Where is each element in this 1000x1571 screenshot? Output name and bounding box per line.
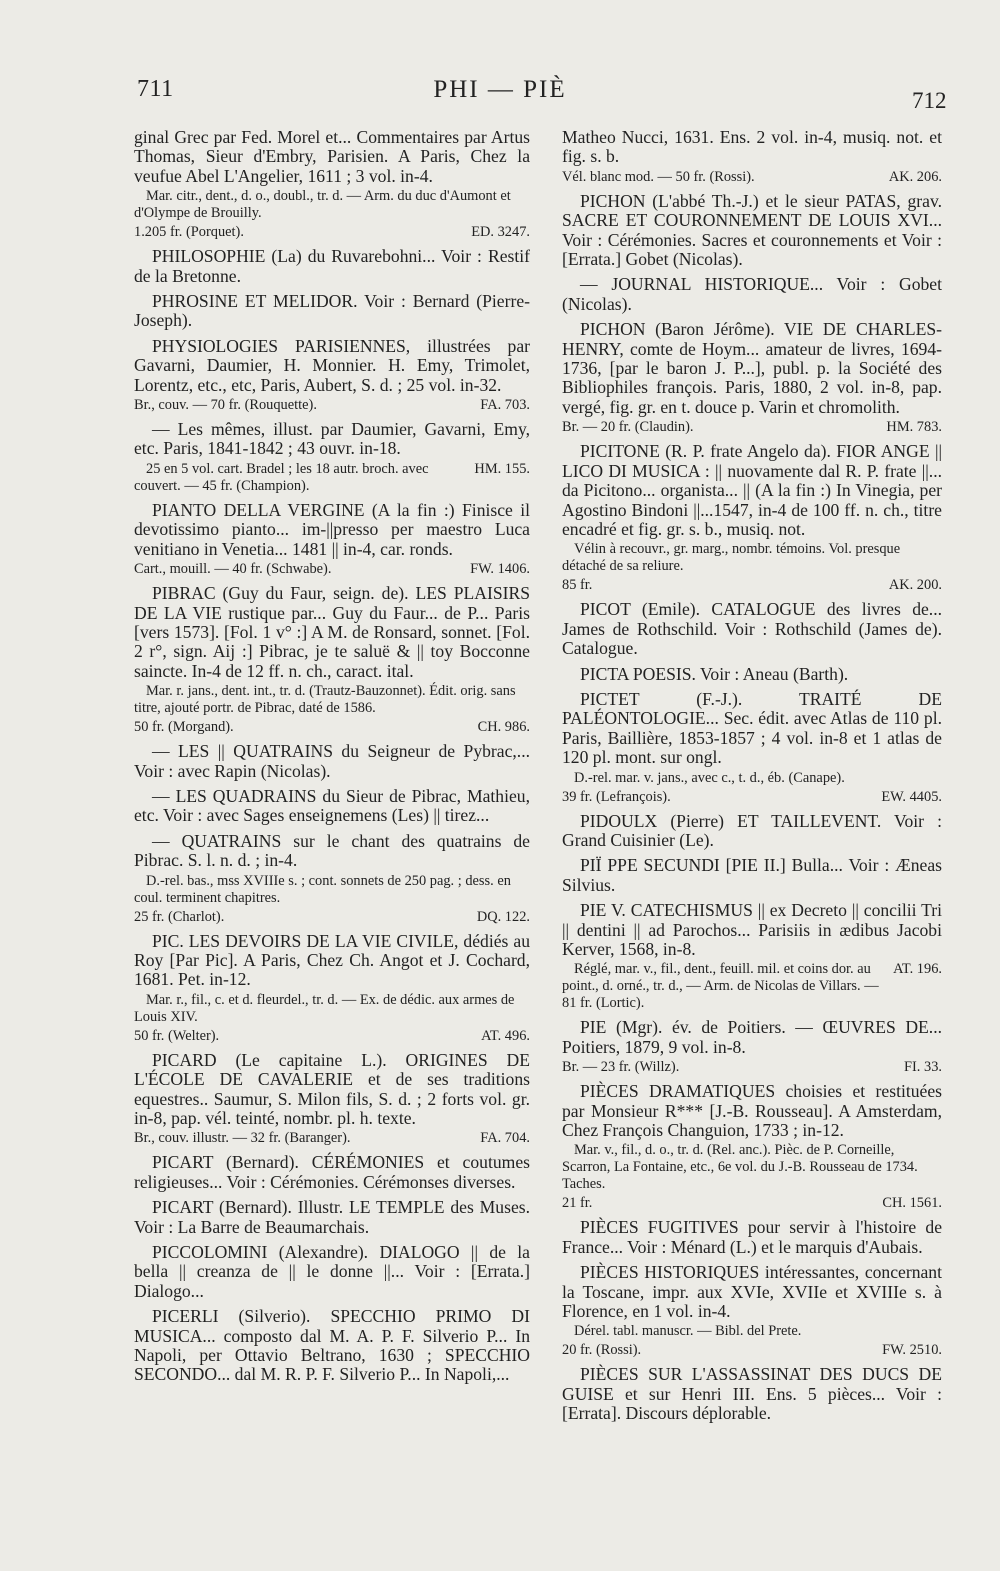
catalog-entry [562, 665, 942, 684]
entry-text: — Les mêmes, illust. par Daumier, Gavarni, Emy, etc. Paris, 1841-1842 ; 43 ouvr. in-18. [134, 419, 530, 459]
entry-text: — JOURNAL HISTORIQUE... Voir : Gobet (Nicolas). [562, 274, 942, 314]
right-column [562, 128, 942, 1430]
catalog-entry [134, 292, 530, 331]
entry-text: PICCOLOMINI (Alexandre). DIALOGO || de la bella || creanza de || le donne ||... Voir : [Errata.] Dialogo... [134, 1242, 530, 1301]
catalog-entry [134, 584, 530, 736]
sale-reference: AK. 200. [888, 577, 942, 594]
binding-note: Mar. r., fil., c. et d. fleurdel., tr. d. — Ex. de dédic. aux armes de Louis XIV. [134, 991, 515, 1025]
catalog-entry [562, 442, 942, 594]
catalog-entry [562, 1218, 942, 1257]
page-header [0, 76, 1000, 116]
sale-reference: FW. 1406. [470, 561, 530, 578]
entry-text: PIÈCES FUGITIVES pour servir à l'histoire de France... Voir : Ménard (L.) et le marquis d'Aubais. [562, 1217, 942, 1257]
entry-text: PIE (Mgr). év. de Poitiers. — ŒUVRES DE... Poitiers, 1879, 9 vol. in-8. [562, 1017, 942, 1057]
price-text: Br., couv. — 70 fr. (Rouquette). [134, 397, 317, 414]
catalog-entry [562, 1018, 942, 1076]
binding-note-text: Réglé, mar. v., fil., dent., feuill. mil. et coins dor. au point., d. orné., tr. d., — Arm. de Nicolas de Villars. — 81 fr. (Lortic). [562, 961, 879, 1012]
price-text: 39 fr. (Lefrançois). [562, 788, 671, 805]
price-line [562, 1342, 942, 1359]
price-line [134, 561, 530, 578]
entry-text: PHYSIOLOGIES PARISIENNES, illustrées par Gavarni, Daumier, H. Monnier. H. Emy, Trimolet, Lorentz, etc., etc, Paris, Aubert, S. d. ; 25 vol. in-32. [134, 335, 530, 395]
entry-text: PICHON (Baron Jérôme). VIE DE CHARLES-HENRY, comte de Hoym... amateur de livres, 1694-1736, [par le baron J. P...], publ. p. la Société des Bibliophiles françois. Paris, 1880, 2 vol. in-8, pap. vergé, fig. gr. en t. douce p. Varin et chromolith. [562, 319, 942, 417]
entry-text: PICOT (Emile). CATALOGUE des livres de... James de Rothschild. Voir : Rothschild (James de). Catalogue. [562, 599, 942, 659]
running-title: PHI — PIÈ [433, 76, 567, 103]
catalog-entry [134, 337, 530, 414]
price-line [134, 224, 530, 241]
left-page-number: 711 [137, 76, 174, 102]
entry-text: ginal Grec par Fed. Morel et... Commentaires par Artus Thomas, Sieur d'Embry, Parisien. A Paris, Chez la veufue Abel L'Angelier, 1611 ; 3 vol. in-4. [134, 127, 530, 186]
catalog-entry [562, 1263, 942, 1359]
sale-reference: FA. 704. [480, 1130, 530, 1147]
sale-reference: DQ. 122. [476, 908, 530, 925]
price-text: Br. — 23 fr. (Willz). [562, 1059, 680, 1076]
price-text: 50 fr. (Morgand). [134, 719, 234, 736]
entry-text: PICERLI (Silverio). SPECCHIO PRIMO DI MUSICA... composto dal M. A. P. F. Silverio P... In Napoli, per Ottavio Beltrano, 1630 ; SPECCHIO SECONDO... dal M. R. P. F. Silverio P... In Napoli,... [134, 1306, 530, 1385]
sale-reference: AT. 196. [893, 961, 942, 978]
price-line [562, 169, 942, 186]
sale-reference: HM. 783. [886, 419, 942, 436]
binding-note-text: 25 en 5 vol. cart. Bradel ; les 18 autr. broch. avec couvert. — 45 fr. (Champion). [134, 460, 429, 494]
price-line [134, 397, 530, 414]
price-line [134, 719, 530, 736]
price-line [134, 909, 530, 926]
entry-text: PIÈCES DRAMATIQUES choisies et restituées par Monsieur R*** [J.-B. Rousseau]. A Amsterdam, Chez François Changuion, 1733 ; in-12. [562, 1081, 942, 1141]
entry-text: PICITONE (R. P. frate Angelo da). FIOR ANGE || LICO DI MUSICA : || nuovamente dal R. P. frate ||... da Picitono... organista... || (A la fin :) In Vinegia, per Agostino Bindoni ||...1547, in-4 de 100 ff. n. ch., titre encadré et fig. gr. s. b., musiq. not. [562, 441, 942, 539]
price-text: 1.205 fr. (Porquet). [134, 224, 244, 241]
catalog-entry [562, 1365, 942, 1423]
catalog-entry [134, 1051, 530, 1148]
right-page-number: 712 [912, 88, 947, 113]
catalog-entry [134, 1243, 530, 1301]
catalog-entry [562, 901, 942, 1012]
entry-text: PIANTO DELLA VERGINE (A la fin :) Finisce il devotissimo pianto... im-||presso per maestro Luca venitiano in Venetia... 1481 || in-4, car. ronds. [134, 499, 530, 559]
sale-reference: FI. 33. [904, 1059, 942, 1076]
catalog-entry [134, 742, 530, 781]
catalog-entry [562, 690, 942, 806]
price-line [562, 1059, 942, 1076]
entry-text: PIÈCES SUR L'ASSASSINAT DES DUCS DE GUISE et sur Henri III. Ens. 5 pièces... Voir : [Errata]. Discours déplorable. [562, 1364, 942, 1424]
binding-note: D.-rel. bas., mss XVIIIe s. ; cont. sonnets de 250 pag. ; dess. en coul. terminent chapitres. [134, 872, 511, 906]
entry-text: PIÈCES HISTORIQUES intéressantes, concernant la Toscane, impr. aux XVIe, XVIIe et XVIIIe s. à Florence, en 1 vol. in-4. [562, 1262, 942, 1322]
price-line [134, 1130, 530, 1147]
binding-note: Mar. r. jans., dent. int., tr. d. (Trautz-Bauzonnet). Édit. orig. sans titre, ajouté portr. de Pibrac, daté de 1586. [134, 683, 516, 717]
catalog-entry [134, 128, 530, 241]
binding-note: Dérel. tabl. manuscr. — Bibl. del Prete. [574, 1323, 802, 1340]
catalog-entry [562, 320, 942, 436]
catalog-entry [134, 832, 530, 926]
sale-reference: AT. 496. [481, 1027, 530, 1044]
sale-reference: FW. 2510. [882, 1342, 942, 1359]
catalog-entry [134, 247, 530, 286]
price-text: 85 fr. [562, 577, 593, 594]
entry-text: PIDOULX (Pierre) ET TAILLEVENT. Voir : Grand Cuisinier (Le). [562, 810, 942, 850]
catalog-entry [562, 128, 942, 186]
entry-text: PICART (Bernard). CÉRÉMONIES et coutumes religieuses... Voir : Cérémonies. Cérémonses diverses. [134, 1152, 530, 1192]
entry-text: PICHON (L'abbé Th.-J.) et le sieur PATAS, grav. SACRE ET COURONNEMENT DE LOUIS XVI... Voir : Cérémonies. Sacres et couronnements et Voir : [Errata.] Gobet (Nicolas). [562, 190, 942, 270]
catalog-entry [134, 420, 530, 495]
sale-reference: AK. 206. [888, 168, 942, 185]
catalog-entry [134, 501, 530, 578]
price-line [562, 419, 942, 436]
price-text: 20 fr. (Rossi). [562, 1342, 642, 1359]
entry-text: — LES || QUATRAINS du Seigneur de Pybrac,... Voir : avec Rapin (Nicolas). [134, 741, 530, 781]
sale-reference: EW. 4405. [881, 788, 942, 805]
entry-text: PHILOSOPHIE (La) du Ruvarebohni... Voir : Restif de la Bretonne. [134, 246, 530, 286]
sale-reference: CH. 1561. [882, 1195, 942, 1212]
catalog-entry [134, 1307, 530, 1385]
price-line [562, 789, 942, 806]
entry-text: PIE V. CATECHISMUS || ex Decreto || concilii Tri || dentini || ad Parochos... Parisiis in ædibus Jacobi Kerver, 1568, in-8. [562, 900, 942, 959]
entry-text: Matheo Nucci, 1631. Ens. 2 vol. in-4, musiq. not. et fig. s. b. [562, 127, 942, 167]
catalog-entry [134, 1198, 530, 1237]
left-column [134, 128, 530, 1391]
sale-reference: HM. 155. [474, 460, 530, 477]
entry-text: PICTA POESIS. Voir : Aneau (Barth). [580, 663, 849, 684]
price-text: Br., couv. illustr. — 32 fr. (Baranger). [134, 1130, 351, 1147]
price-text: 50 fr. (Welter). [134, 1027, 220, 1044]
entry-text: PICTET (F.-J.). TRAITÉ DE PALÉONTOLOGIE... Sec. édit. avec Atlas de 110 pl. Paris, Baillière, 1853-1857 ; 4 vol. in-8 et 1 atlas de 120 pl. mont. sur ongl. [562, 688, 942, 768]
sale-reference: FA. 703. [480, 397, 530, 414]
catalog-entry [134, 787, 530, 826]
price-text: 21 fr. [562, 1195, 593, 1212]
catalog-entry [562, 275, 942, 314]
catalog-entry [562, 192, 942, 270]
entry-text: PIC. LES DEVOIRS DE LA VIE CIVILE, dédiés au Roy [Par Pic]. A Paris, Chez Ch. Angot et J. Cochard, 1681. Pet. in-12. [134, 930, 530, 990]
catalog-entry [562, 856, 942, 895]
sale-reference: CH. 986. [477, 719, 530, 736]
catalog-entry [562, 600, 942, 658]
catalog-entry [562, 812, 942, 851]
entry-text: PICART (Bernard). Illustr. LE TEMPLE des Muses. Voir : La Barre de Beaumarchais. [134, 1197, 530, 1237]
sale-reference: ED. 3247. [471, 224, 530, 241]
binding-note: Mar. citr., dent., d. o., doubl., tr. d. — Arm. du duc d'Aumont et d'Olympe de Brouilly. [134, 188, 511, 222]
price-text: Vél. blanc mod. — 50 fr. (Rossi). [562, 168, 755, 185]
catalog-entry [562, 1082, 942, 1212]
binding-note: Vélin à recouvr., gr. marg., nombr. témoins. Vol. presque détaché de sa reliure. [562, 541, 901, 575]
catalog-entry [134, 1153, 530, 1192]
binding-note: D.-rel. mar. v. jans., avec c., t. d., éb. (Canape). [574, 769, 845, 786]
price-text: 25 fr. (Charlot). [134, 908, 225, 925]
entry-text: — QUATRAINS sur le chant des quatrains de Pibrac. S. l. n. d. ; in-4. [134, 830, 530, 871]
binding-note [562, 961, 942, 1012]
entry-text: PIÏ PPE SECUNDI [PIE II.] Bulla... Voir : Æneas Silvius. [562, 855, 942, 895]
price-text: Br. — 20 fr. (Claudin). [562, 419, 694, 436]
price-text: Cart., mouill. — 40 fr. (Schwabe). [134, 561, 332, 578]
entry-text: — LES QUADRAINS du Sieur de Pibrac, Mathieu, etc. Voir : avec Sages enseignemens (Les) || tirez... [134, 785, 530, 826]
price-line [562, 577, 942, 594]
binding-note [134, 461, 530, 495]
catalog-entry [134, 932, 530, 1045]
price-line [562, 1195, 942, 1212]
entry-text: PHROSINE ET MELIDOR. Voir : Bernard (Pierre-Joseph). [134, 291, 530, 331]
entry-text: PICARD (Le capitaine L.). ORIGINES DE L'ÉCOLE DE CAVALERIE et de ses traditions equestres.. Saumur, S. Milon fils, S. d. ; 2 forts vol. gr. in-8, pap. vél. teinté, nombr. pl. h. texte. [134, 1049, 530, 1128]
entry-text: PIBRAC (Guy du Faur, seign. de). LES PLAISIRS DE LA VIE rustique par... Guy du Faur... de P... Paris [vers 1573]. [Fol. 1 v° :] A M. de Ronsard, sonnet. [Fol. 2 r°, sign. Aij :] Pibrac, je te saluë & || toy Bocconne saincte. In-4 de 12 ff. n. ch., caract. ital. [134, 583, 530, 681]
price-line [134, 1028, 530, 1045]
binding-note: Mar. v., fil., d. o., tr. d. (Rel. anc.). Pièc. de P. Corneille, Scarron, La Fontaine, etc., 6e vol. du J.-B. Rousseau de 1734. Taches. [562, 1142, 918, 1193]
